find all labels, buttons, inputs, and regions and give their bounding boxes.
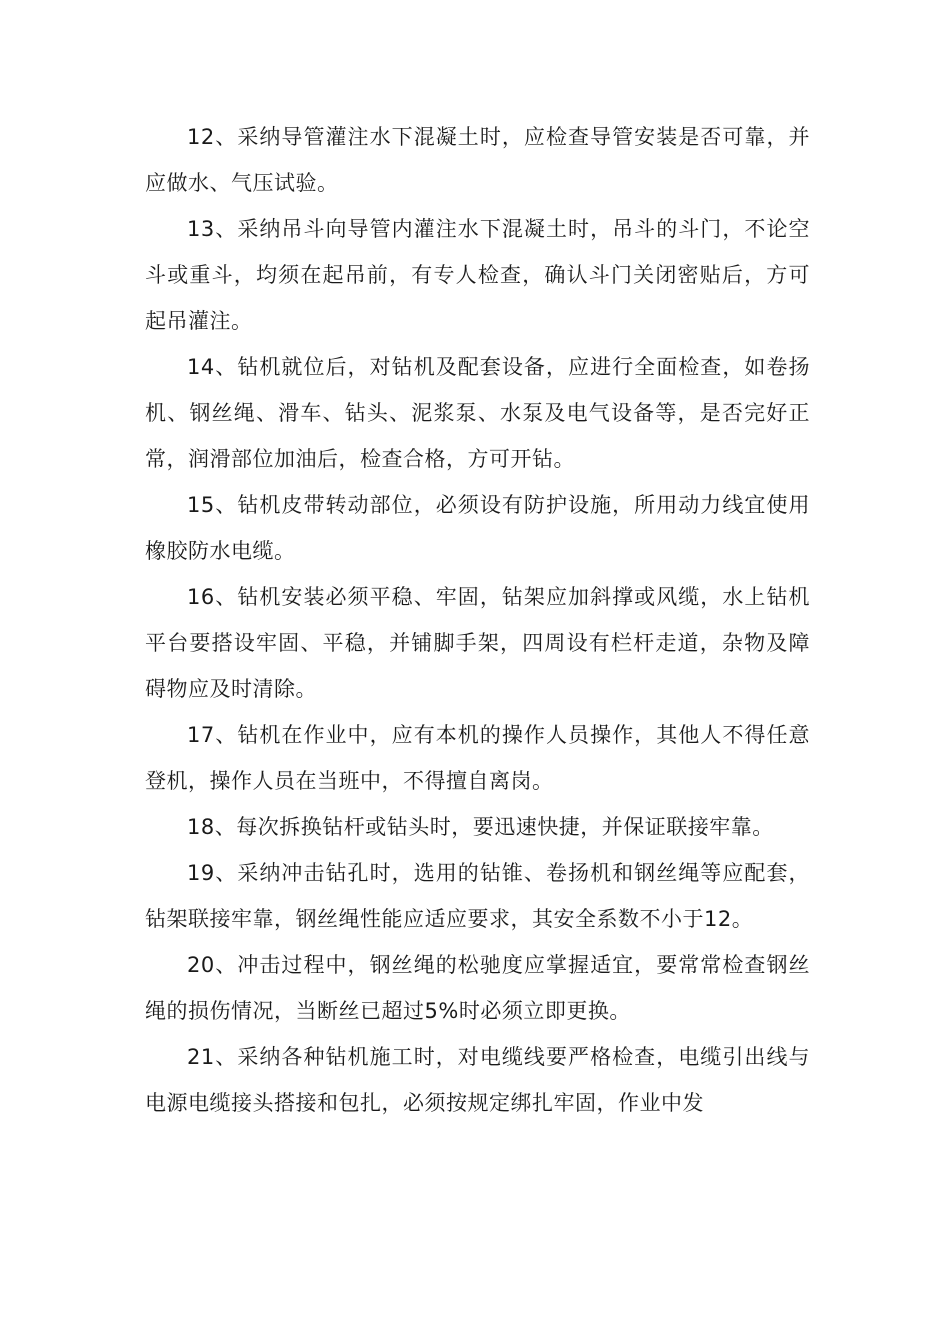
paragraph-19: 19、采纳冲击钻孔时，选用的钻锥、卷扬机和钢丝绳等应配套，钻架联接牢靠，钢丝绳性能应适应要求，其安全系数不小于12。 (145, 861, 810, 931)
document-body (145, 114, 810, 1126)
paragraph-12: 12、采纳导管灌注水下混凝土时，应检查导管安装是否可靠，并应做水、气压试验。 (145, 125, 810, 195)
paragraph-17: 17、钻机在作业中，应有本机的操作人员操作，其他人不得任意登机，操作人员在当班中，不得擅自离岗。 (145, 723, 810, 793)
paragraph-14: 14、钻机就位后，对钻机及配套设备，应进行全面检查，如卷扬机、钢丝绳、滑车、钻头、泥浆泵、水泵及电气设备等，是否完好正常，润滑部位加油后，检查合格，方可开钻。 (145, 355, 810, 471)
paragraph-18: 18、每次拆换钻杆或钻头时，要迅速快捷，并保证联接牢靠。 (187, 815, 774, 839)
paragraph-13: 13、采纳吊斗向导管内灌注水下混凝土时，吊斗的斗门，不论空斗或重斗，均须在起吊前，有专人检查，确认斗门关闭密贴后，方可起吊灌注。 (145, 217, 810, 333)
paragraph-16: 16、钻机安装必须平稳、牢固，钻架应加斜撑或风缆，水上钻机平台要搭设牢固、平稳，并铺脚手架，四周设有栏杆走道，杂物及障碍物应及时清除。 (145, 585, 810, 701)
paragraph-21: 21、采纳各种钻机施工时，对电缆线要严格检查，电缆引出线与电源电缆接头搭接和包扎，必须按规定绑扎牢固，作业中发 (145, 1045, 810, 1115)
paragraph-15: 15、钻机皮带转动部位，必须设有防护设施，所用动力线宜使用橡胶防水电缆。 (145, 493, 810, 563)
paragraph-20: 20、冲击过程中，钢丝绳的松驰度应掌握适宜，要常常检查钢丝绳的损伤情况，当断丝已超过5%时必须立即更换。 (145, 953, 810, 1023)
